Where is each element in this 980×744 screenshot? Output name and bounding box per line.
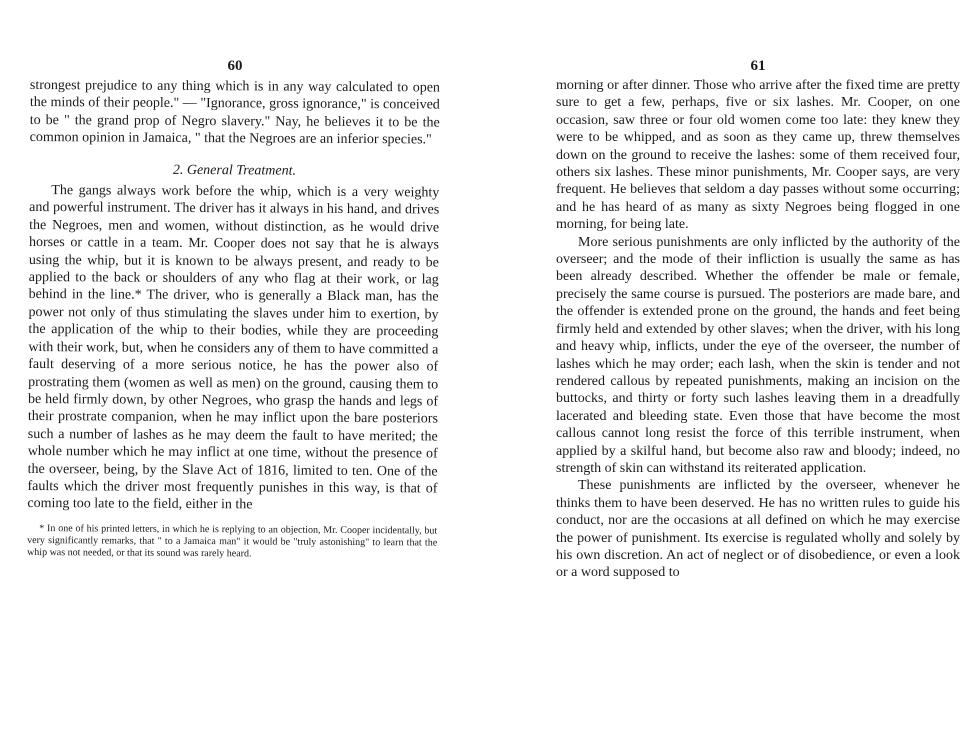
paragraph-late-arrivals: morning or after dinner. Those who arrive after the fixed time are pretty sure to get a few, perhaps, five or six lashes. Mr. Cooper, on one occasion, saw three or four old women come too late: they knew they were to be whipped, and as soon as they came up, threw themselves down on the ground to receive the lashes: some of them received four, others six lashes. These minor punishments, Mr. Cooper says, are very frequent. He believes that seldom a day passes without some occurring; and he has heard of as many as sixty Negroes being flogged in one morning, for being late. xyxy=(556,78,960,233)
footnote: * In one of his printed letters, in which he is replying to an objection, Mr. Cooper incidentally, but very significantly remarks, that " to a Jamaica man" it would be "truly astonishing" to learn that the whip was not needed, or that its sound was rarely heard. xyxy=(27,522,438,560)
left-page xyxy=(27,0,440,744)
left-page-body xyxy=(27,77,440,561)
paragraph-overseer-discretion: These punishments are inflicted by the overseer, whenever he thinks them to have been deserved. He has no written rules to guide his conduct, nor are the occasions at all defined on which he may exercise the power of punishment. Its exercise is regulated wholly and solely by his own discretion. An act of neglect or of disobedience, or even a look or a word supposed to xyxy=(556,478,960,581)
page-number-right: 61 xyxy=(750,58,766,74)
page-number-left: 60 xyxy=(227,58,243,74)
right-page-body xyxy=(556,77,960,582)
section-heading: 2. General Treatment. xyxy=(172,162,297,179)
paragraph-opening: strongest prejudice to any thing which is in any way calculated to open the minds of their people." — "Ignorance, gross ignorance," is conceived to be " the grand prop of Negro slavery." Nay, he believes it to be the common opinion in Jamaica, " that the Negroes are an inferior species." xyxy=(29,77,440,148)
right-page xyxy=(556,0,960,744)
paragraph-serious-punishments: More serious punishments are only inflicted by the authority of the overseer; and the mode of their infliction is usually the same as has been already described. Whether the offender be male or female, precisely the same course is pursued. The posteriors are made bare, and the offender is extended prone on the ground, the hands and feet being firmly held and extended by other slaves; when the driver, with his long and heavy whip, inflicts, under the eye of the overseer, the number of lashes which he may order; each lash, when the skin is tender and not rendered callous by repeated punishments, making an incision on the buttocks, and thirty or forty such lashes leaving them in a dreadfully lacerated and bleeding state. Even those that have become the most callous cannot long resist the force of this terrible instrument, when applied by a skilful hand, but become also raw and bloody; indeed, no strength of skin can withstand its reiterated application. xyxy=(556,234,960,476)
paragraph-general-treatment: The gangs always work before the whip, which is a very weighty and powerful instrument. The driver has it always in his hand, and drives the Negroes, men and women, without distinction, as he would drive horses or cattle in a team. Mr. Cooper does not say that he is always using the whip, but it is known to be always present, and ready to be applied to the back or shoulders of any who flag at their work, or lag behind in the line.* The driver, who is generally a Black man, has the power not only of thus stimulating the slaves under him to exertion, by the application of the whip to their bodies, while they are proceeding with their work, but, when he considers any of them to have committed a fault deserving of a more serious notice, he has the power also of prostrating them (women as well as men) on the ground, causing them to be held firmly down, by other Negroes, who grasp the hands and legs of their prostrate companion, when he may inflict upon the bare posteriors such a number of lashes as he may deem the fault to have merited; the whole number which he may inflict at one time, without the presence of the overseer, being, by the Slave Act of 1816, limited to ten. One of the faults which the driver most frequently punishes in this way, is that of coming too late to the field, either in the xyxy=(27,183,440,513)
